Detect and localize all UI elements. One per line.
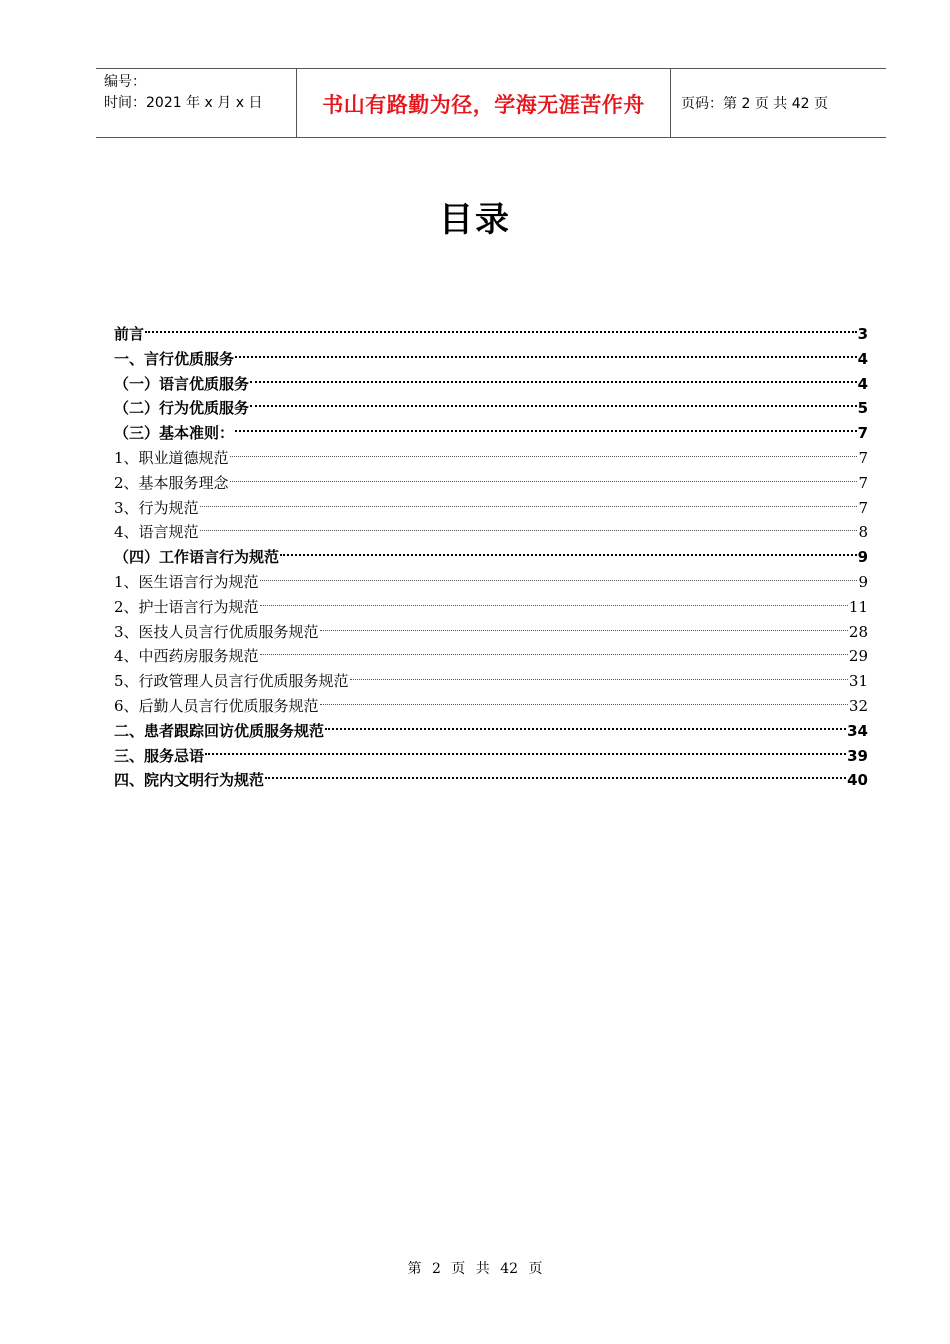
toc-entry-page: 11 xyxy=(848,597,868,616)
toc-entry-label: 1、职业道德规范 xyxy=(114,448,229,467)
toc-entry-page: 39 xyxy=(847,746,868,765)
toc-entry-label: 二、患者跟踪回访优质服务规范 xyxy=(114,721,325,740)
toc-entry-label: 一、言行优质服务 xyxy=(114,349,235,368)
toc-entry[interactable] xyxy=(114,768,868,793)
toc-entry-label: （四）工作语言行为规范 xyxy=(114,548,280,567)
toc-dot-leader xyxy=(280,554,857,556)
toc-entry[interactable] xyxy=(114,719,868,744)
header-page-cell xyxy=(671,69,886,137)
toc-entry-label: 1、医生语言行为规范 xyxy=(114,572,259,591)
toc-entry-label: 5、行政管理人员言行优质服务规范 xyxy=(114,672,349,691)
toc-entry-page: 40 xyxy=(847,771,868,790)
toc-entry-label: （一）语言优质服务 xyxy=(114,374,250,393)
toc-dot-leader xyxy=(320,704,848,705)
toc-entry-page: 28 xyxy=(848,622,868,641)
toc-dot-leader xyxy=(320,630,848,631)
toc-dot-leader xyxy=(350,679,848,680)
toc-entry-page: 29 xyxy=(848,647,868,666)
toc-entry[interactable] xyxy=(114,570,868,595)
toc-entry[interactable] xyxy=(114,545,868,570)
toc-entry[interactable] xyxy=(114,744,868,769)
toc-entry[interactable] xyxy=(114,496,868,521)
toc-dot-leader xyxy=(260,605,848,606)
toc-entry-page: 31 xyxy=(848,672,868,691)
toc-entry-label: 6、后勤人员言行优质服务规范 xyxy=(114,696,319,715)
toc-entry-page: 7 xyxy=(857,424,868,443)
header-page-info: 页码：第 2 页 共 42 页 xyxy=(681,96,828,112)
toc-dot-leader xyxy=(325,728,846,730)
toc-dot-leader xyxy=(230,481,858,482)
toc-entry-page: 5 xyxy=(857,399,868,418)
toc-dot-leader xyxy=(230,456,858,457)
toc-entry-label: （三）基本准则： xyxy=(114,424,235,443)
toc-dot-leader xyxy=(145,331,857,333)
toc-dot-leader xyxy=(250,381,857,383)
toc-entry-page: 34 xyxy=(847,721,868,740)
toc-dot-leader xyxy=(250,405,857,407)
toc-dot-leader xyxy=(235,356,857,358)
toc-entry-page: 7 xyxy=(858,498,868,517)
document-number-label: 编号： xyxy=(104,74,146,90)
header-info-cell xyxy=(96,69,296,137)
toc-entry-page: 3 xyxy=(857,325,868,343)
toc-entry[interactable] xyxy=(114,396,868,421)
toc-entry-label: 三、服务忌语 xyxy=(114,746,205,765)
toc-entry-label: 四、院内文明行为规范 xyxy=(114,771,265,790)
toc-entry-page: 32 xyxy=(848,696,868,715)
toc-dot-leader xyxy=(200,506,858,507)
toc-entry[interactable] xyxy=(114,595,868,620)
toc-dot-leader xyxy=(265,777,846,779)
toc-entry[interactable] xyxy=(114,446,868,471)
toc-dot-leader xyxy=(260,580,858,581)
toc-entry[interactable] xyxy=(114,347,868,372)
toc-entry[interactable] xyxy=(114,471,868,496)
toc-entry[interactable] xyxy=(114,421,868,446)
toc-entry[interactable] xyxy=(114,644,868,669)
toc-entry[interactable] xyxy=(114,322,868,347)
toc-dot-leader xyxy=(235,430,857,432)
toc-entry-label: 2、护士语言行为规范 xyxy=(114,597,259,616)
header-motto: 书山有路勤为径，学海无涯苦作舟 xyxy=(322,93,645,117)
document-time-label: 时间：2021 年 x 月 x 日 xyxy=(104,95,263,111)
toc-entry-label: 3、医技人员言行优质服务规范 xyxy=(114,622,319,641)
page-header xyxy=(96,68,886,138)
page-title: 目录 xyxy=(439,200,511,240)
toc-entry[interactable] xyxy=(114,372,868,397)
toc-entry-page: 9 xyxy=(858,572,868,591)
page-footer: 第 2 页 共 42 页 xyxy=(407,1261,543,1277)
toc-entry-label: 前言 xyxy=(114,325,145,343)
toc-entry-label: 3、行为规范 xyxy=(114,498,199,517)
toc-entry-page: 9 xyxy=(857,548,868,567)
toc-dot-leader xyxy=(260,654,848,655)
toc-entry-page: 7 xyxy=(858,473,868,492)
toc-entry[interactable] xyxy=(114,520,868,545)
toc-entry-page: 4 xyxy=(857,374,868,393)
table-of-contents xyxy=(114,322,868,793)
toc-entry[interactable] xyxy=(114,694,868,719)
header-motto-cell xyxy=(296,69,671,137)
toc-entry-page: 7 xyxy=(858,448,868,467)
toc-entry-label: 4、中西药房服务规范 xyxy=(114,647,259,666)
toc-entry[interactable] xyxy=(114,669,868,694)
toc-entry[interactable] xyxy=(114,620,868,645)
toc-dot-leader xyxy=(205,753,846,755)
toc-entry-label: 4、语言规范 xyxy=(114,523,199,542)
toc-entry-page: 8 xyxy=(858,523,868,542)
toc-dot-leader xyxy=(200,530,858,531)
toc-entry-page: 4 xyxy=(857,349,868,368)
toc-entry-label: 2、基本服务理念 xyxy=(114,473,229,492)
toc-entry-label: （二）行为优质服务 xyxy=(114,399,250,418)
